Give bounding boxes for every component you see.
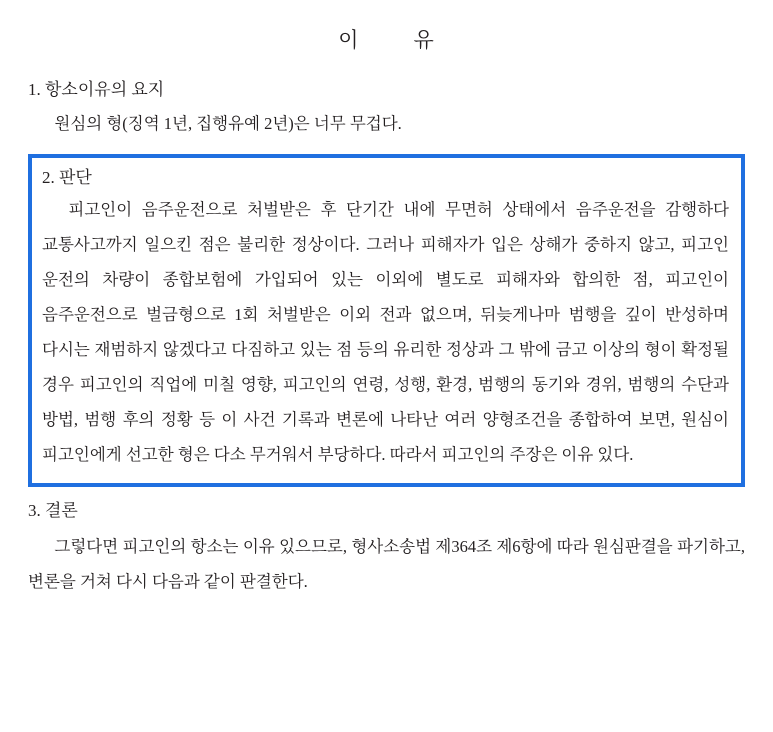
page-title (28, 24, 745, 54)
section-judgment-highlighted (28, 154, 745, 487)
section-heading-2: 2. 판단 (42, 168, 92, 188)
section-body-1: 원심의 형(징역 1년, 집행유예 2년)은 너무 무겁다. (54, 114, 402, 134)
page-title-char-2: 유 (413, 28, 435, 52)
section-appeal-grounds (28, 76, 745, 142)
section-body-2: 피고인이 음주운전으로 처벌받은 후 단기간 내에 무면허 상태에서 음주운전을 감행하다 교통사고까지 일으킨 점은 불리한 정상이다. 그러나 피해자가 입은 상해가 중하지 않고, 피고인 운전의 차량이 종합보험에 가입되어 있는 이외에 별도로 피해자와 합의한 점, 피고인이 음주운전으로 벌금형으로 1회 처벌받은 이외 전과 없으며, 뒤늦게나마 범행을 깊이 반성하며 다시는 재범하지 않겠다고 다짐하고 있는 점 등의 유리한 정상과 그 밖에 금고 이상의 형이 확정될 경우 피고인의 직업에 미칠 영향, 피고인의 연령, 성행, 환경, 범행의 동기와 경위, 범행의 수단과 방법, 범행 후의 정황 등 이 사건 기록과 변론에 나타난 여러 양형조건을 종합하여 보면, 원심이 피고인에게 선고한 형은 다소 무거워서 부당하다. 따라서 피고인의 주장은 이유 있다. (42, 200, 729, 465)
section-conclusion (28, 497, 745, 600)
section-body-3: 그렇다면 피고인의 항소는 이유 있으므로, 형사소송법 제364조 제6항에 따라 원심판결을 파기하고, 변론을 거쳐 다시 다음과 같이 판결한다. (28, 537, 745, 592)
page-title-char-1: 이 (338, 28, 360, 52)
section-heading-1: 1. 항소이유의 요지 (28, 80, 165, 99)
section-heading-3: 3. 결론 (28, 501, 78, 521)
